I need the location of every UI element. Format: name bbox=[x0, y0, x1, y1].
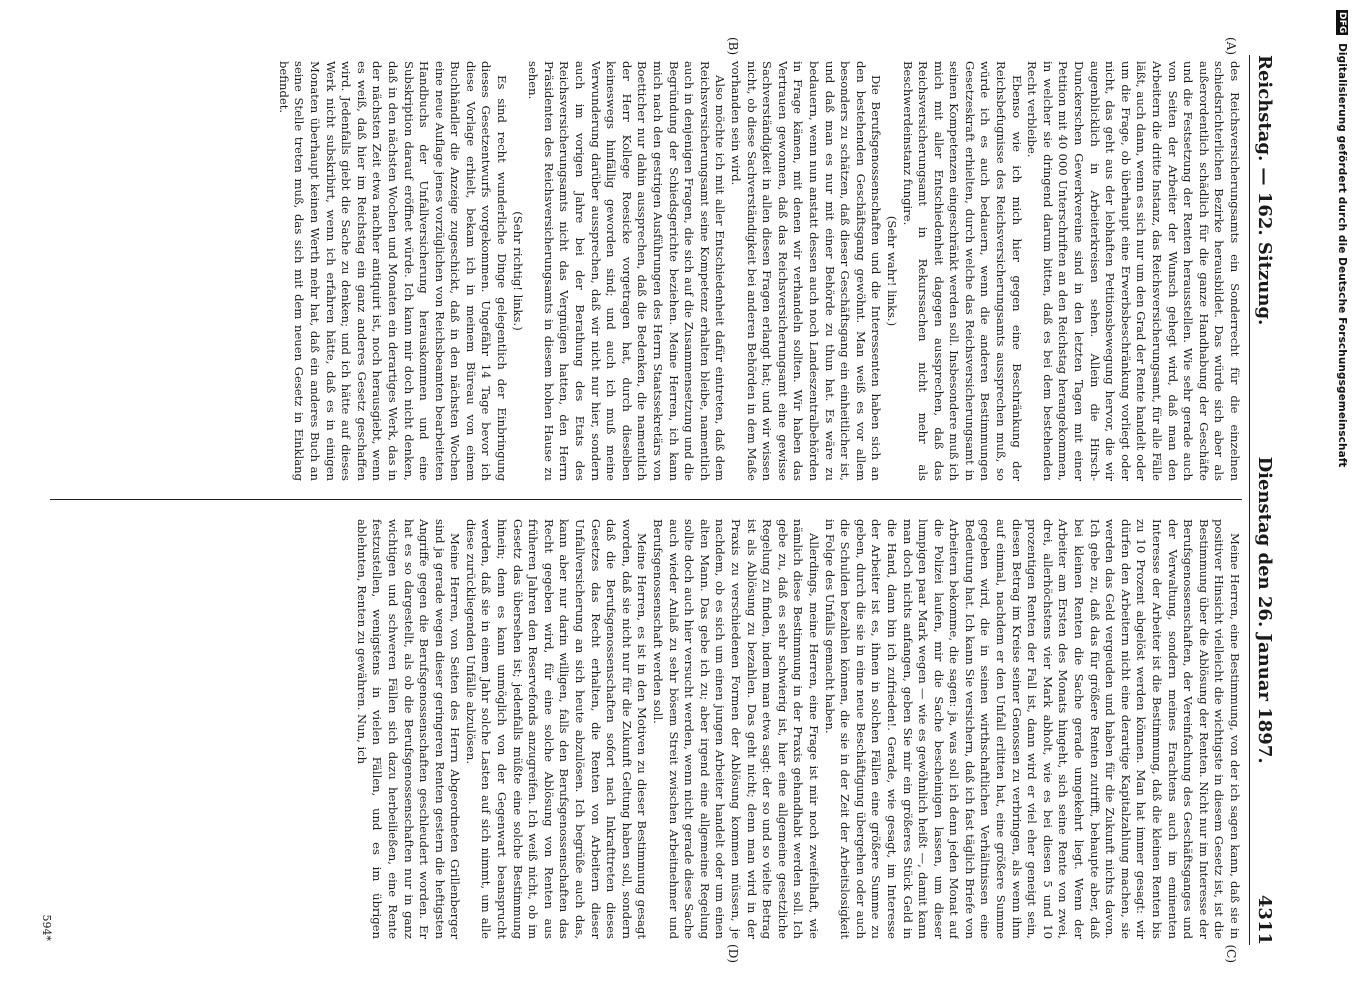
left-paragraph: des Reichsversicherungsamts ein Sonderrecht für die einzelnen schiedsrichterlichen Bezirke herausbildet. Das würde sich aber als außerordentlich schädlich für die ganze Handhabung der Geschäfte und die Festsetzung der Renten herausstellen. Wie sehr gerade auch von Seiten der Arbeiter der Wunsch gehegt wird, daß man den Arbeitern die dritte Instanz, das Reichsversicherungsamt, für alle Fälle läßt, auch dann, wenn es sich nur um den Grad der Rente handelt oder um die Frage, ob überhaupt eine Erwerbsbeschränkung vorliegt oder nicht, das geht aus der lebhaften Petitionsbewegung hervor, die wir augenblicklich in Arbeiterkreisen sehen. Allein die Hirsch-Dunckerschen Gewerkvereine sind in den letzten Tagen mit einer Petition mit 40 000 Unterschriften an den Reichstag herangekommen, in welcher sie dringend darum bitten, daß es bei dem bestehenden Recht verbleibe. bbox=[1025, 61, 1242, 481]
margin-mark-c: (C) bbox=[1224, 944, 1238, 963]
column-divider bbox=[50, 499, 1242, 500]
header-rule bbox=[1249, 55, 1250, 945]
right-paragraph: Allerdings, meine Herren, eine Frage ist mir noch zweifelhaft, wie nämlich diese Bestimmung in der Praxis gehandhabt werden soll. Ich gebe zu, daß es sehr schwierig ist, hier eine allgemeine gesetzliche Regelung zu finden, indem man etwa sagt: der so und so vielte Betrag ist als Ablösung zu bezahlen. Das geht nicht; denn man wird in der Praxis zu verschiedenen Formen der Ablösung kommen müssen, je nachdem, ob es sich um einen jungen Arbeiter handelt oder um einen alten Mann. Das gebe ich zu; aber irgend eine allgemeine Regelung sollte doch auch hier versucht werden, wenn nicht gerade diese Sache auch wieder Anlaß zu sehr bösem Streit zwischen Arbeitnehmer und Berufsgenossenschaft werden soll. bbox=[651, 519, 821, 939]
left-paragraph: Es sind recht wunderliche Dinge gelegentlich der Einbringung dieses Gesetzentwurfs vorgekommen. Ungefähr 14 Tage bevor ich diese Vorlage erhielt, bekam ich in meinem Büreau von einem Buchhändler die Anzeige zugeschickt, daß in den nächsten Wochen eine neue Auflage jenes vorzüglichen von Reichsbeamten bearbeiteten Handbuchs der Unfallversicherung herauskommen und eine Subskription darauf eröffnet würde. Ich kann mir doch nicht denken, daß in den nächsten Wochen und Monaten ein derartiges Werk, das in der nächsten Zeit etwa nachher antiquirt ist, noch herausgiebt, wenn es weiß, daß hier im Reichstag ein ganz anderes Gesetz geschaffen wird. Jedenfalls giebt die Sache zu denken; und ich hätte auf dieses Werk nicht subskribirt, wenn ich erfahren hätte, daß es in einigen Monaten überhaupt keinen Werth mehr hat, daß ein anderes Buch an seine Stelle treten muß, das sich mit dem neuen Gesetz in Einklang befindet. bbox=[276, 61, 510, 481]
dfg-logo: DFG bbox=[1337, 12, 1347, 34]
left-interjection: (Sehr wahr! links.) bbox=[884, 215, 899, 327]
margin-mark-a: (A) bbox=[1224, 37, 1238, 56]
header-left: Reichstag. — 162. Sitzung. bbox=[1254, 55, 1275, 326]
margin-mark-b: (B) bbox=[726, 37, 740, 56]
funding-text bbox=[1336, 10, 1348, 468]
left-column bbox=[50, 61, 1242, 481]
right-paragraph: Meine Herren, es ist in den Motiven zu dieser Bestimmung gesagt worden, daß sie nicht nur für die Zukunft Geltung haben soll, sondern daß die Berufsgenossenschaften sofort nach Inkrafttreten dieses Gesetzes das Recht erhalten, die Renten von Arbeitern dieser Unfallversicherung an sich heute abzulösen. Ich begrüße auch das, kann aber nur darin willigen, falls den Berufsgenossenschaften das Recht gegeben wird, für eine solche Ablösung von Renten aus früheren Jahren den Reservefonds anzugreifen. Ich weiß nicht, ob im Gesetz das übersehen ist; jedenfalls müßte eine solche Bestimmung hinein; denn es kann unmöglich von der Gegenwart beansprucht werden, daß sie in einem Jahr solche Lasten auf sich nimmt, um alle diese zurückliegenden Unfälle abzulösen. bbox=[463, 519, 650, 939]
left-paragraph: Also möchte ich mit aller Entschiedenheit dafür eintreten, daß dem Reichsversicherungsamt seine Kompetenz erhalten bleibe, namentlich auch in denjenigen Fragen, die sich auf die Zusammensetzung und die Begründung der Schiedsgerichte beziehen. Meine Herren, ich kann mich nach den gestrigen Ausführungen des Herrn Staatssekretärs von Boetticher nur dahin aussprechen, daß die Bedenken, die namentlich der Herr Kollege Roesicke vorgetragen hat, durch dieselben keineswegs hinfällig geworden sind; und auch ich muß meine Verwunderung darüber aussprechen, daß wir nicht nur hier, sondern auch im vorigen Jahre bei der Berathung des Etats des Reichsversicherungsamts nicht das Vergnügen hatten, den Herrn Präsidenten des Reichsversicherungsamts in diesem hohen Hause zu sehen. bbox=[526, 61, 728, 481]
page-number: 4311 bbox=[1254, 894, 1275, 945]
left-interjection: (Sehr richtig! links.) bbox=[510, 211, 525, 331]
left-paragraph: Ebenso wie ich mich hier gegen eine Beschränkung der Reichsbefugnisse des Reichsversicherungsamts aussprechen muß, so würde ich es auch bedauern, wenn die anderen Bestimmungen Gesetzeskraft erhielten, durch welche das Reichsversicherungsamt in seinen Kompetenzen eingeschränkt werden soll. Insbesondere muß ich mich mit aller Entschiedenheit dagegen aussprechen, daß das Reichsversicherungsamt in Rekurssachen nicht mehr als Beschwerdeinstanz fungire. bbox=[900, 61, 1024, 481]
margin-mark-d: (D) bbox=[726, 944, 740, 963]
right-paragraph: Meine Herren, eine Bestimmung, von der ich sagen kann, daß sie in positiver Hinsicht vielleicht die wichtigste in diesem Gesetz ist, ist die Bestimmung über die Ablösung der Renten. Nicht nur im Interesse der Berufsgenossenschaften, der Vereinfachung des Geschäftsganges und der Verwaltung, sondern meines Erachtens auch im eminenten Interesse der Arbeiter ist die Bestimmung, daß die kleinen Renten bis zu 10 Prozent abgelöst werden können. Man hat immer gesagt: wir dürfen den Arbeitern nicht eine derartige Kapitalzahlung machen, sie werden das Geld vergeuden und haben für die Zukunft nichts davon. Ich gebe zu, daß das für größere Renten zutrifft, behaupte aber, daß bei kleinen Renten die Sache gerade umgekehrt liegt. Wenn der Arbeiter am Ersten des Monats hingeht, sich seine Rente von zwei, drei, allerhöchstens vier Mark abholt, wie es bei diesen 5 und 10 prozentigen Renten der Fall ist, dann wird er viel eher geneigt sein, diesen Betrag im Kreise seiner Genossen zu verbringen, als wenn ihm auf einmal, nachdem er den Unfall erlitten hat, eine größere Summe gegeben wird, die in seinen wirthschaftlichen Verhältnissen eine Bedeutung hat. Ich kann Sie versichern, daß ich fast täglich Briefe von Arbeitern bekomme, die sagen: ja, was soll ich denn jeden Monat auf die Polizei laufen, mir die Sache bescheinigen lassen, um dieser lumpigen paar Mark wegen — wie es gewöhnlich heißt —, damit kann man doch nichts anfangen, geben Sie mir ein größeres Stück Geld in die Hand, dann bin ich zufrieden!. Gerade, wie gesagt, im Interesse der Arbeiter ist es, ihnen in solchen Fällen eine größere Summe zu geben, durch die sie in eine neue Beschäftigung übergehen oder auch die Schulden bezahlen können, die sie in der Zeit der Arbeitslosigkeit in Folge des Unfalls gemacht haben. bbox=[822, 519, 1242, 939]
funding-label: Digitalisierung gefördert durch die Deutsche Forschungsgemeinschaft bbox=[1336, 43, 1348, 468]
newspaper-page bbox=[30, 35, 1300, 965]
right-paragraph: Meine Herren, von Seiten des Herrn Abgeordneten Grillenberger sind ja gerade wegen dieser geringeren Renten gestern die heftigsten Angriffe gegen die Berufsgenossenschaften geschleudert worden. Er hat es so dargestellt, als ob die Berufsgenossenschaften nur in ganz wichtigen und schweren Fällen sich dazu herbeiließen, eine Rente festzustellen, wenigstens in vielen Fällen, und es im übrigen ablehnten, Renten zu gewähren. Nun, ich bbox=[354, 519, 463, 939]
funding-note bbox=[1331, 0, 1353, 1000]
page-header bbox=[1254, 55, 1282, 945]
header-center: Dienstag den 26. Januar 1897. bbox=[1254, 456, 1275, 764]
left-paragraph: Die Berufsgenossenschaften und die Interessenten haben sich an den bestehenden Geschäftsgang gewöhnt. Man weiß es vor allem besonders zu schätzen, daß dieser Geschäftsgang ein einheitlicher ist, und daß man es nur mit einer Behörde zu thun hat. Es wäre zu bedauern, wenn nun anstatt dessen auch noch Landeszentralbehörden in Frage kämen, mit denen wir verhandeln sollten. Wir haben das Vertrauen gewonnen, daß das Reichsversicherungsamt eine gewisse Sachverständigkeit in allen diesen Fragen erlangt hat; und wir wissen nicht, ob diese Sachverständigkeit bei anderen Behörden in dem Maße vorhanden sein wird. bbox=[729, 61, 884, 481]
right-column bbox=[50, 519, 1242, 939]
signature-mark: 594* bbox=[40, 914, 53, 941]
